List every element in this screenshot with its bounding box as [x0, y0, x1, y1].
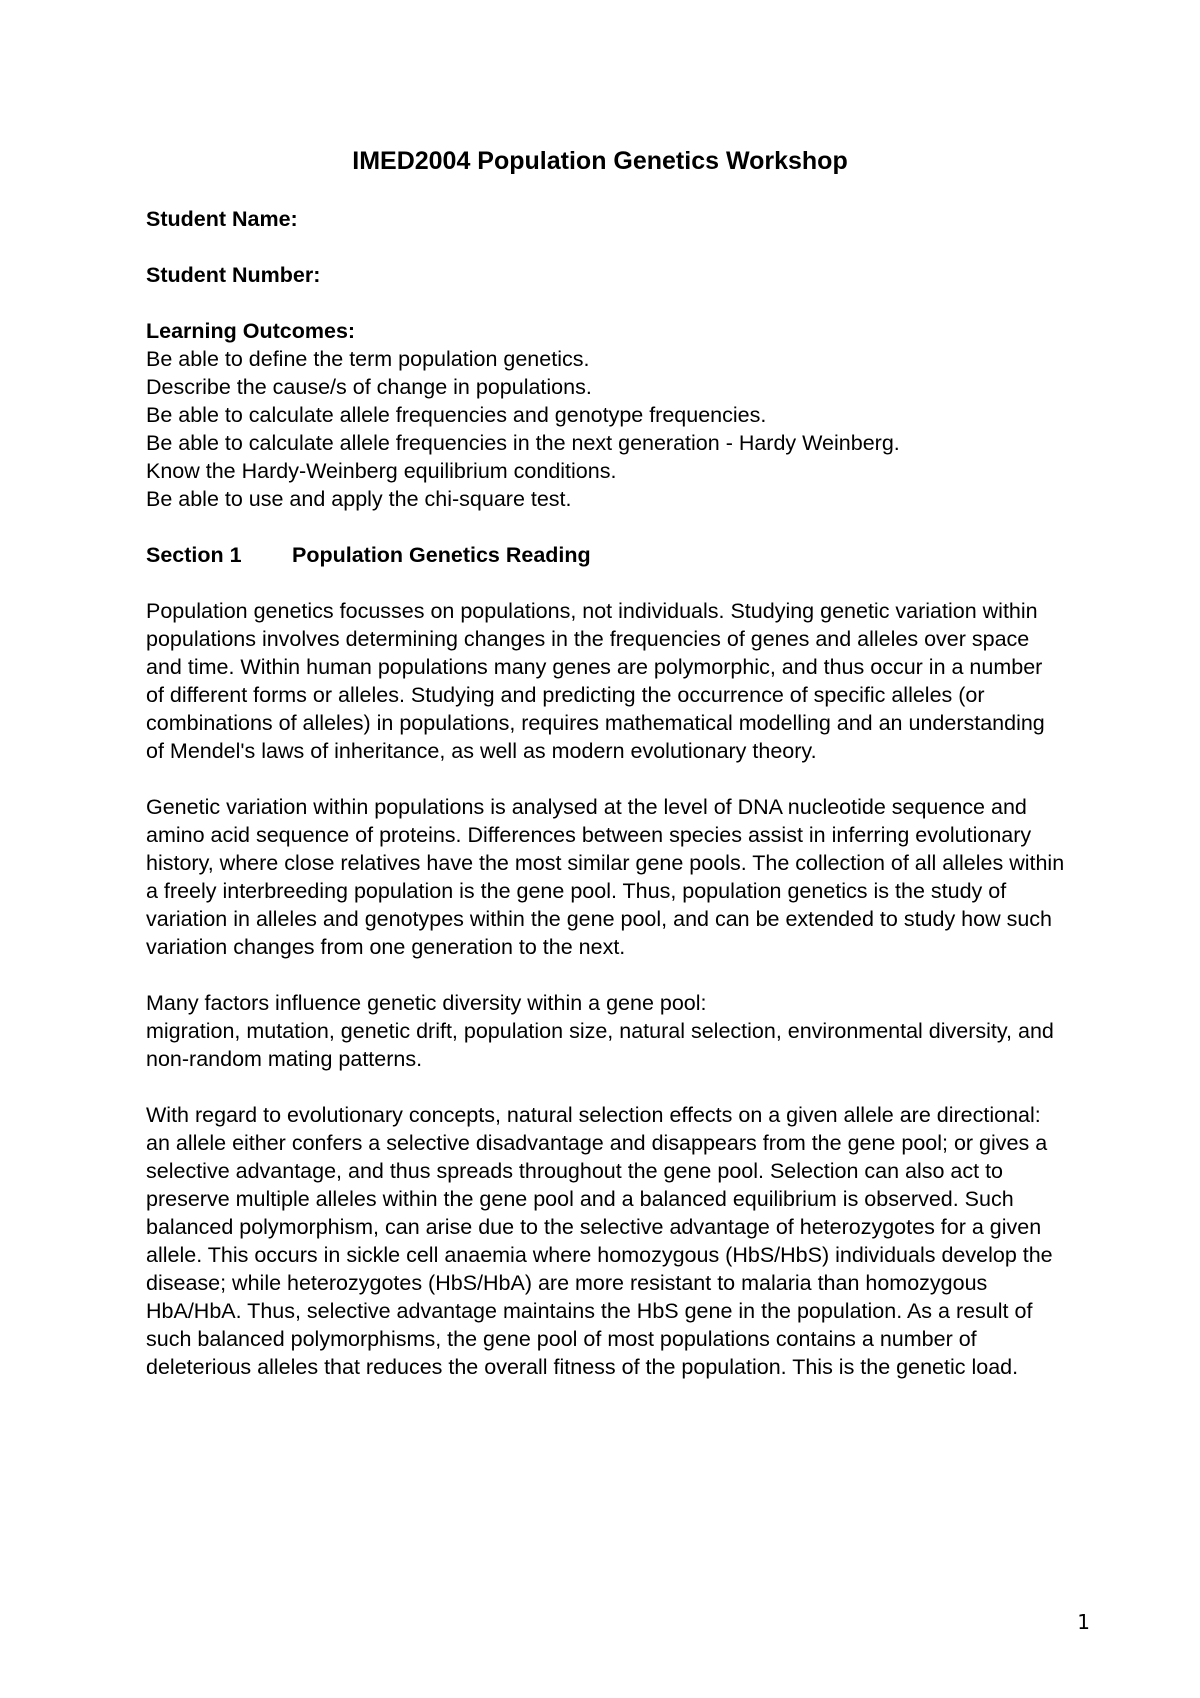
learning-outcome-item: Be able to use and apply the chi-square test.	[146, 487, 572, 511]
document-body	[146, 205, 1066, 1409]
factors-intro: Many factors influence genetic diversity within a gene pool:	[146, 991, 707, 1015]
student-number-label: Student Number:	[146, 263, 321, 287]
learning-outcome-item: Be able to calculate allele frequencies and genotype frequencies.	[146, 403, 767, 427]
section-number: Section 1	[146, 543, 242, 567]
learning-outcomes-heading: Learning Outcomes:	[146, 319, 356, 343]
learning-outcomes-list	[146, 345, 1066, 513]
paragraph	[146, 989, 1066, 1073]
paragraph: Population genetics focusses on populations, not individuals. Studying genetic variation within populations involves determining changes in the frequencies of genes and alleles over space and time. Within human populations many genes are polymorphic, and thus occur in a number of different forms or alleles. Studying and predicting the occurrence of specific alleles (or combinations of alleles) in populations, requires mathematical modelling and an understanding of Mendel's laws of inheritance, as well as modern evolutionary theory.	[146, 599, 1045, 763]
paragraph: Genetic variation within populations is analysed at the level of DNA nucleotide sequence and amino acid sequence of proteins. Differences between species assist in inferring evolutionary history, where close relatives have the most similar gene pools. The collection of all alleles within a freely interbreeding population is the gene pool. Thus, population genetics is the study of variation in alleles and genotypes within the gene pool, and can be extended to study how such variation changes from one generation to the next.	[146, 795, 1065, 959]
learning-outcome-item: Be able to define the term population genetics.	[146, 347, 590, 371]
learning-outcome-item: Be able to calculate allele frequencies in the next generation - Hardy Weinberg.	[146, 431, 900, 455]
learning-outcome-item: Describe the cause/s of change in populations.	[146, 375, 592, 399]
paragraph: With regard to evolutionary concepts, natural selection effects on a given allele are directional: an allele either confers a selective disadvantage and disappears from the gene pool; or gives a selective advantage, and thus spreads throughout the gene pool. Selection can also act to preserve multiple alleles within the gene pool and a balanced equilibrium is observed. Such balanced polymorphism, can arise due to the selective advantage of heterozygotes for a given allele. This occurs in sickle cell anaemia where homozygous (HbS/HbS) individuals develop the disease; while heterozygotes (HbS/HbA) are more resistant to malaria than homozygous HbA/HbA. Thus, selective advantage maintains the HbS gene in the population. As a result of such balanced polymorphisms, the gene pool of most populations contains a number of deleterious alleles that reduces the overall fitness of the population. This is the genetic load.	[146, 1103, 1053, 1379]
section-title: Population Genetics Reading	[292, 543, 591, 567]
factors-list: migration, mutation, genetic drift, population size, natural selection, environmental diversity, and non-random mating patterns.	[146, 1019, 1054, 1071]
page-number: 1	[1077, 1610, 1090, 1634]
student-name-label: Student Name:	[146, 207, 298, 231]
learning-outcome-item: Know the Hardy-Weinberg equilibrium conditions.	[146, 459, 617, 483]
section-heading	[146, 541, 1066, 569]
document-title: IMED2004 Population Genetics Workshop	[352, 147, 848, 175]
